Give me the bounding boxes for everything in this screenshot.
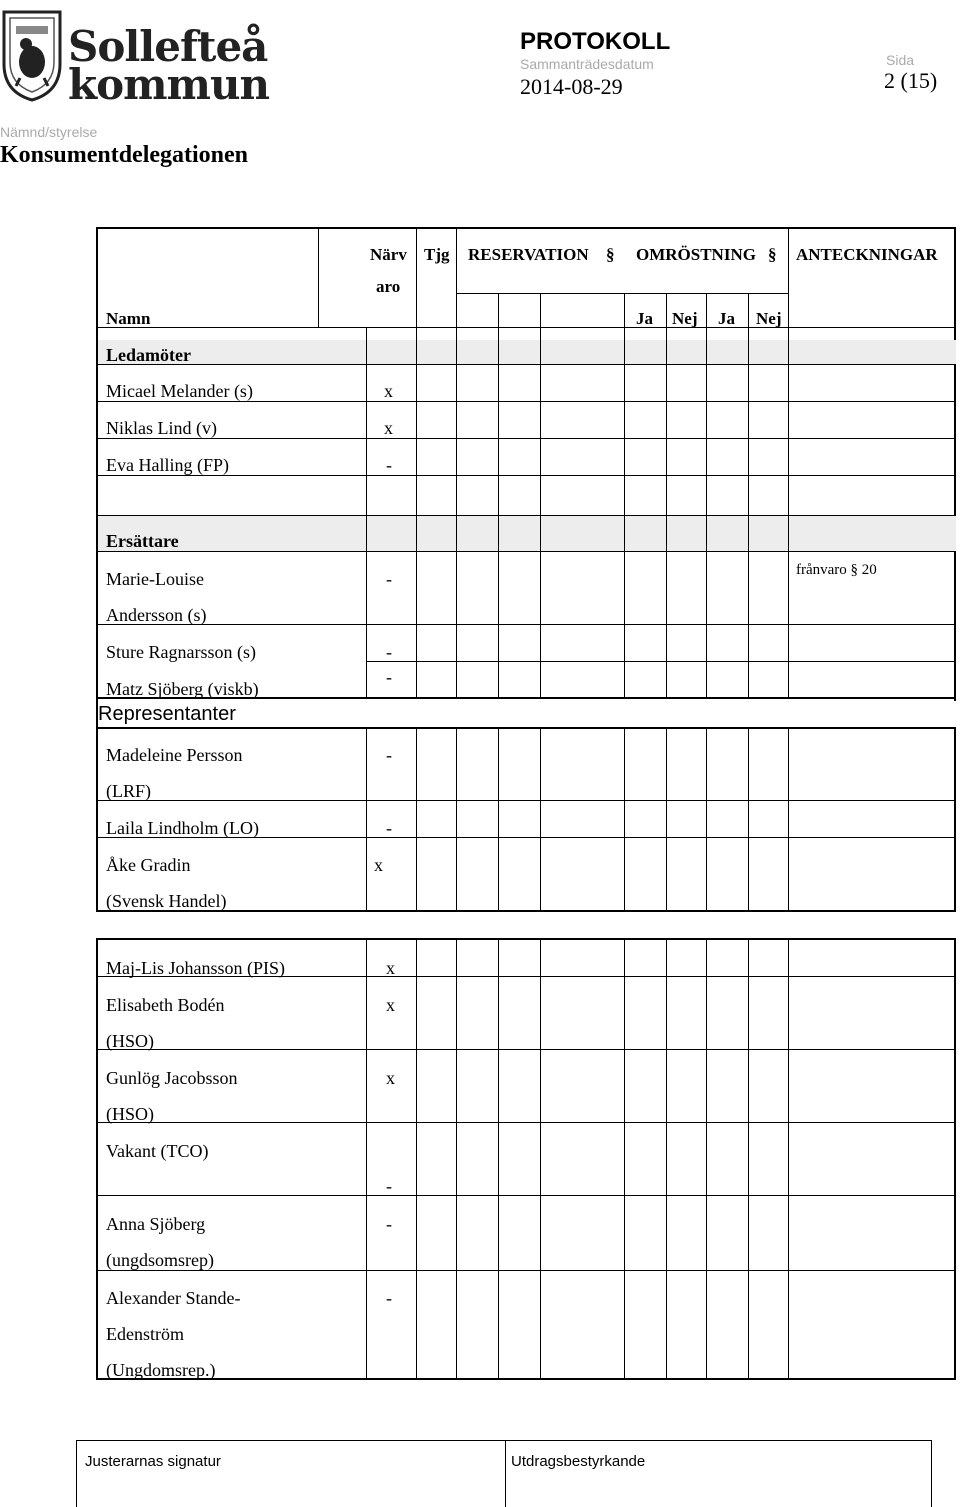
- board-name: Konsumentdelegationen: [0, 142, 249, 168]
- coat-of-arms-icon: [2, 4, 62, 102]
- attendance-table-continued: [96, 938, 956, 1380]
- section-representanter: Representanter: [98, 703, 236, 725]
- header-ja-1: Ja: [636, 309, 653, 328]
- representative-name: Edenström: [106, 1324, 184, 1344]
- substitute-name: Marie-Louise: [106, 569, 204, 589]
- header-narv: Närv: [370, 245, 407, 264]
- substitute-name: Sture Ragnarsson (s): [106, 642, 256, 662]
- date-label: Sammanträdesdatum: [520, 56, 654, 72]
- attendance-table: [96, 227, 956, 912]
- representative-name: Laila Lindholm (LO): [106, 818, 259, 838]
- representative-name: (LRF): [106, 781, 151, 801]
- member-name: Micael Melander (s): [106, 381, 253, 401]
- substitute-attendance: -: [386, 642, 392, 662]
- header-omrostning: OMRÖSTNING: [636, 245, 756, 264]
- substitute-name: Andersson (s): [106, 605, 207, 625]
- substitute-attendance: -: [386, 667, 392, 687]
- board-label: Nämnd/styrelse: [0, 124, 98, 140]
- representative-attendance: -: [386, 745, 392, 765]
- header-namn: Namn: [106, 309, 151, 328]
- representative-name: (HSO): [106, 1031, 154, 1051]
- representative-name: Vakant (TCO): [106, 1141, 209, 1161]
- header-anteckningar: ANTECKNINGAR: [796, 245, 938, 264]
- representative-name: (Ungdomsrep.): [106, 1360, 216, 1380]
- logo-text-line2: kommun: [68, 60, 270, 109]
- logo-text-line1: Sollefteå: [68, 22, 268, 71]
- representative-name: Alexander Stande-: [106, 1288, 241, 1308]
- representative-attendance: -: [386, 1214, 392, 1234]
- member-attendance: -: [386, 455, 392, 475]
- header-reservation: RESERVATION: [468, 245, 589, 264]
- header-section-mark-1: §: [606, 245, 615, 264]
- member-attendance: x: [384, 381, 393, 401]
- representative-attendance: x: [374, 855, 383, 875]
- signature-field-label: Justerarnas signatur: [85, 1453, 221, 1470]
- substitute-attendance: -: [386, 569, 392, 589]
- document-type: PROTOKOLL: [520, 28, 671, 55]
- substitute-note: frånvaro § 20: [796, 562, 877, 578]
- header-section-mark-2: §: [768, 245, 777, 264]
- representative-attendance: x: [386, 995, 395, 1015]
- substitute-name: Matz Sjöberg (viskb): [106, 679, 259, 699]
- representative-attendance: -: [386, 1176, 392, 1196]
- representative-name: Åke Gradin: [106, 855, 191, 875]
- municipality-logo: [0, 4, 270, 109]
- representative-attendance: -: [386, 1288, 392, 1308]
- representative-attendance: x: [386, 958, 395, 978]
- header-tjg: Tjg: [424, 245, 450, 264]
- page-number: 2 (15): [884, 68, 938, 93]
- extract-certification-label: Utdragsbestyrkande: [511, 1453, 646, 1470]
- representative-name: Anna Sjöberg: [106, 1214, 206, 1234]
- member-name: Eva Halling (FP): [106, 455, 229, 475]
- signature-footer: [76, 1440, 932, 1507]
- header-aro: aro: [376, 277, 401, 296]
- representative-name: Maj-Lis Johansson (PIS): [106, 958, 285, 978]
- representative-name: Gunlög Jacobsson: [106, 1068, 238, 1088]
- representative-name: (HSO): [106, 1104, 154, 1124]
- representative-attendance: -: [386, 818, 392, 838]
- section-ledamoter: Ledamöter: [106, 345, 191, 365]
- representative-name: (Svensk Handel): [106, 891, 227, 911]
- meeting-date: 2014-08-29: [520, 74, 623, 99]
- representative-name: (ungdsomsrep): [106, 1250, 214, 1270]
- representative-name: Elisabeth Bodén: [106, 995, 225, 1015]
- representative-name: Madeleine Persson: [106, 745, 243, 765]
- header-nej-1: Nej: [672, 309, 698, 328]
- member-name: Niklas Lind (v): [106, 418, 217, 438]
- member-attendance: x: [384, 418, 393, 438]
- representative-attendance: x: [386, 1068, 395, 1088]
- page-label: Sida: [886, 52, 915, 68]
- header-ja-2: Ja: [718, 309, 735, 328]
- section-ersattare: Ersättare: [106, 531, 179, 551]
- header-nej-2: Nej: [756, 309, 782, 328]
